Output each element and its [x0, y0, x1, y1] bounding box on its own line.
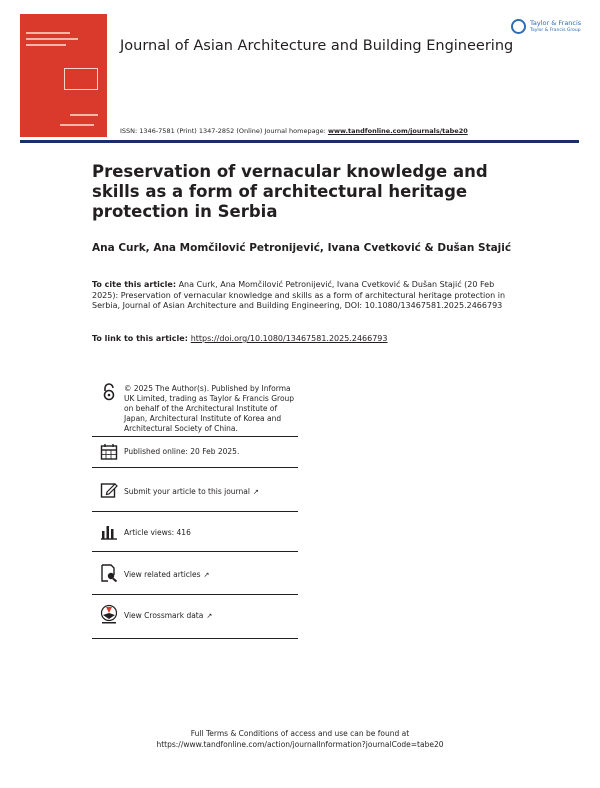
article-views-row [92, 511, 298, 552]
related-articles-label: View related articles [124, 570, 201, 579]
crossmark-row[interactable] [92, 594, 298, 639]
article-title: Preservation of vernacular knowledge and skills as a form of architectural heritage protection in Serbia [92, 162, 488, 221]
published-text: Published online: 20 Feb 2025. [124, 447, 240, 456]
related-articles-link[interactable] [124, 570, 209, 580]
issn-text: ISSN: 1346-7581 (Print) 1347-2852 (Online) Journal homepage: [120, 127, 328, 135]
external-link-icon: ↗ [203, 571, 210, 579]
bar-chart-icon [100, 523, 118, 541]
related-articles-row[interactable] [92, 551, 298, 595]
article-doi-link[interactable]: https://doi.org/10.1080/13467581.2025.2466793 [190, 334, 388, 343]
citation-text: Ana Curk, Ana Momčilović Petronijević, Ivana Cvetković & Dušan Stajić (20 Feb 2025): Preservation of vernacular knowledge and skills as a form of architectural heritage protection in Serbia, Journal of Asian Architecture and Building Engineering, DOI: 10.1080/13467581.2025.2466793 [92, 280, 506, 310]
license-row [92, 380, 298, 437]
open-access-icon [100, 383, 118, 401]
journal-title: Journal of Asian Architecture and Building Engineering [120, 38, 514, 54]
article-link-line [92, 334, 388, 343]
external-link-icon: ↗ [252, 488, 259, 496]
crossmark-icon [100, 604, 118, 626]
journal-homepage-link[interactable]: www.tandfonline.com/journals/tabe20 [327, 127, 468, 135]
edit-icon [100, 481, 118, 499]
publisher-logo-icon [511, 19, 526, 34]
footer-terms-text: Full Terms & Conditions of access and use can be found at [190, 729, 410, 738]
submit-article-link[interactable] [124, 487, 259, 497]
journal-cover-image [20, 14, 107, 137]
publisher-logo-subtitle: Taylor & Francis Group [530, 28, 581, 33]
submit-article-row[interactable] [92, 467, 298, 512]
article-link-label: To link to this article: [92, 334, 191, 343]
published-row [92, 436, 298, 468]
external-link-icon: ↗ [206, 612, 213, 620]
article-authors: Ana Curk, Ana Momčilović Petronijević, Ivana Cvetković & Dušan Stajić [92, 242, 512, 254]
citation-label: To cite this article: [92, 280, 177, 289]
header-divider [20, 140, 579, 143]
issn-line [120, 127, 468, 135]
article-views-text: Article views: 416 [124, 528, 191, 537]
publisher-logo[interactable] [511, 18, 581, 38]
terms-footer [0, 728, 600, 750]
footer-terms-link[interactable]: https://www.tandfonline.com/action/journalInformation?journalCode=tabe20 [156, 740, 444, 749]
publisher-logo-name: Taylor & Francis [530, 19, 582, 27]
calendar-icon [100, 443, 118, 461]
license-text: © 2025 The Author(s). Published by Informa UK Limited, trading as Taylor & Francis Group on behalf of the Architectural Institute of Japan, Architectural Institute of Korea and Architectural Society of China. [124, 384, 295, 433]
crossmark-label: View Crossmark data [124, 611, 204, 620]
crossmark-link[interactable] [124, 611, 212, 621]
citation-block [92, 280, 512, 312]
search-document-icon [100, 564, 118, 582]
submit-article-label: Submit your article to this journal [124, 487, 250, 496]
